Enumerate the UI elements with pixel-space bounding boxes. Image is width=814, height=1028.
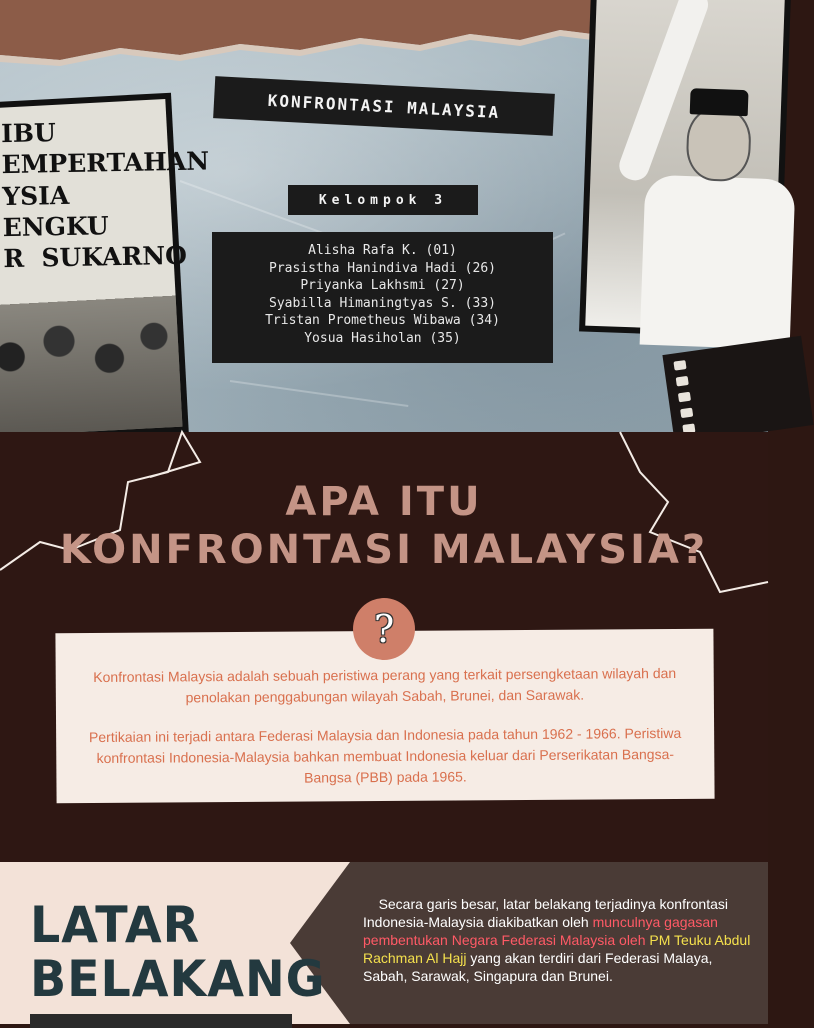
- protest-photo: [0, 93, 210, 444]
- protest-sign-text: IBU EMPERTAHAN YSIA ENGKU R SUKARNO: [0, 118, 210, 274]
- member-item: Alisha Rafa K. (01): [308, 243, 457, 258]
- member-item: Prasistha Hanindiva Hadi (26): [269, 260, 496, 276]
- background-highlight-red: munculnya gagasan pembentukan Negara Federasi Malaysia oleh: [363, 914, 718, 948]
- member-item: Syabilla Himaningtyas S. (33): [269, 295, 496, 311]
- heading-line-2: KONFRONTASI MALAYSIA?: [59, 527, 709, 573]
- question-mark-icon: [353, 598, 415, 660]
- group-text: Kelompok 3: [318, 192, 448, 208]
- member-item: Tristan Prometheus Wibawa (34): [265, 313, 500, 328]
- photo-strip-decoration: [30, 1014, 292, 1028]
- background-text-2: yang akan terdiri dari Federasi Malaya, Sabah, Sarawak, Singapura dan Brunei.: [363, 950, 713, 984]
- title-text: KONFRONTASI MALAYSIA: [267, 90, 501, 122]
- film-strip-decoration: [662, 336, 813, 445]
- definition-paragraph-2: Pertikaian ini terjadi antara Federasi Malaysia dan Indonesia pada tahun 1962 - 1966. Peristiwa konfrontasi Indonesia-Malaysia bahkan membuat Indonesia keluar dari Perserikatan Bangsa-Bangsa (PBB) pada 1965.: [88, 724, 682, 786]
- background-highlight-yellow: PM Teuku Abdul Rachman Al Hajj: [363, 932, 751, 966]
- sukarno-photo: [579, 0, 791, 338]
- background-heading-line-2: BELAKANG: [30, 950, 326, 1008]
- member-item: Priyanka Lakhsmi (27): [300, 278, 465, 293]
- background-paragraph: [363, 895, 753, 985]
- background-section: [0, 862, 768, 1024]
- section-heading: [0, 478, 768, 574]
- crowd-image: [0, 296, 182, 437]
- group-label: [288, 185, 478, 215]
- definition-paragraph-1: Konfrontasi Malaysia adalah sebuah peristiwa perang yang terkait persengketaan wilayah dan penolakan penggabungan wilayah Sabah, Brunei, dan Sarawak.: [93, 664, 677, 706]
- background-heading: [30, 898, 341, 1006]
- torn-paper-decoration: [0, 0, 640, 70]
- background-text-1: Secara garis besar, latar belakang terjadinya konfrontasi Indonesia-Malaysia diakibatkan oleh: [363, 896, 728, 930]
- member-list: [212, 232, 553, 363]
- heading-line-1: APA ITU: [285, 479, 483, 525]
- background-heading-line-1: LATAR: [30, 896, 201, 954]
- hero-section: [0, 0, 768, 432]
- definition-section: [0, 432, 768, 862]
- member-item: Yosua Hasiholan (35): [304, 330, 461, 346]
- page-title: [213, 76, 555, 136]
- question-glyph: ?: [373, 607, 395, 651]
